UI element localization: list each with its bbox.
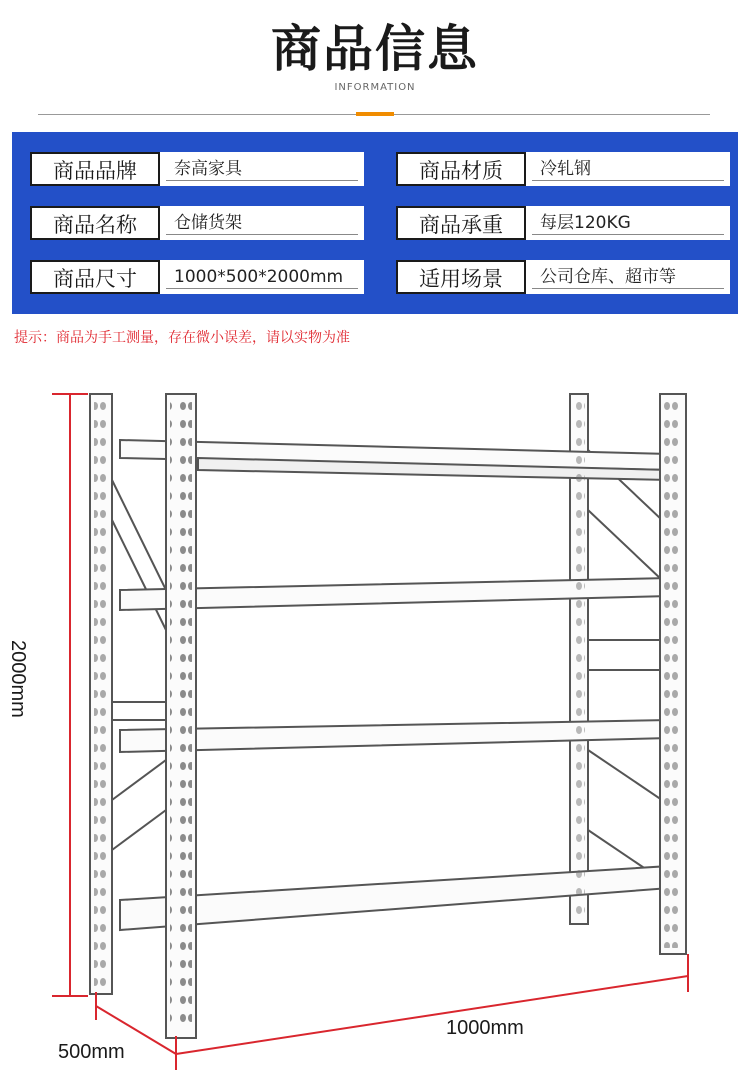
spec-value-material: 冷轧钢 xyxy=(526,152,730,186)
spec-label-size: 商品尺寸 xyxy=(30,260,160,294)
spec-value-size: 1000*500*2000mm xyxy=(160,260,364,294)
depth-dimension-label: 500mm xyxy=(58,1041,125,1063)
spec-value-scene: 公司仓库、超市等 xyxy=(526,260,730,294)
spec-label-scene: 适用场景 xyxy=(396,260,526,294)
measurement-note: 提示：商品为手工测量，存在微小误差，请以实物为准 xyxy=(14,330,350,346)
spec-label-material: 商品材质 xyxy=(396,152,526,186)
spec-label-load: 商品承重 xyxy=(396,206,526,240)
spec-label-name: 商品名称 xyxy=(30,206,160,240)
height-dimension-label: 2000mm xyxy=(7,640,29,718)
width-dimension-label: 1000mm xyxy=(446,1017,524,1039)
spec-value-name: 仓储货架 xyxy=(160,206,364,240)
title-divider-accent xyxy=(356,112,394,116)
shelf-illustration xyxy=(0,380,750,1083)
page-subtitle: INFORMATION xyxy=(334,82,416,93)
spec-panel xyxy=(12,132,738,314)
width-dimension-line xyxy=(176,976,688,1054)
spec-label-brand: 商品品牌 xyxy=(30,152,160,186)
page-title: 商品信息 xyxy=(271,20,479,78)
spec-value-load: 每层120KG xyxy=(526,206,730,240)
spec-value-brand: 奈高家具 xyxy=(160,152,364,186)
